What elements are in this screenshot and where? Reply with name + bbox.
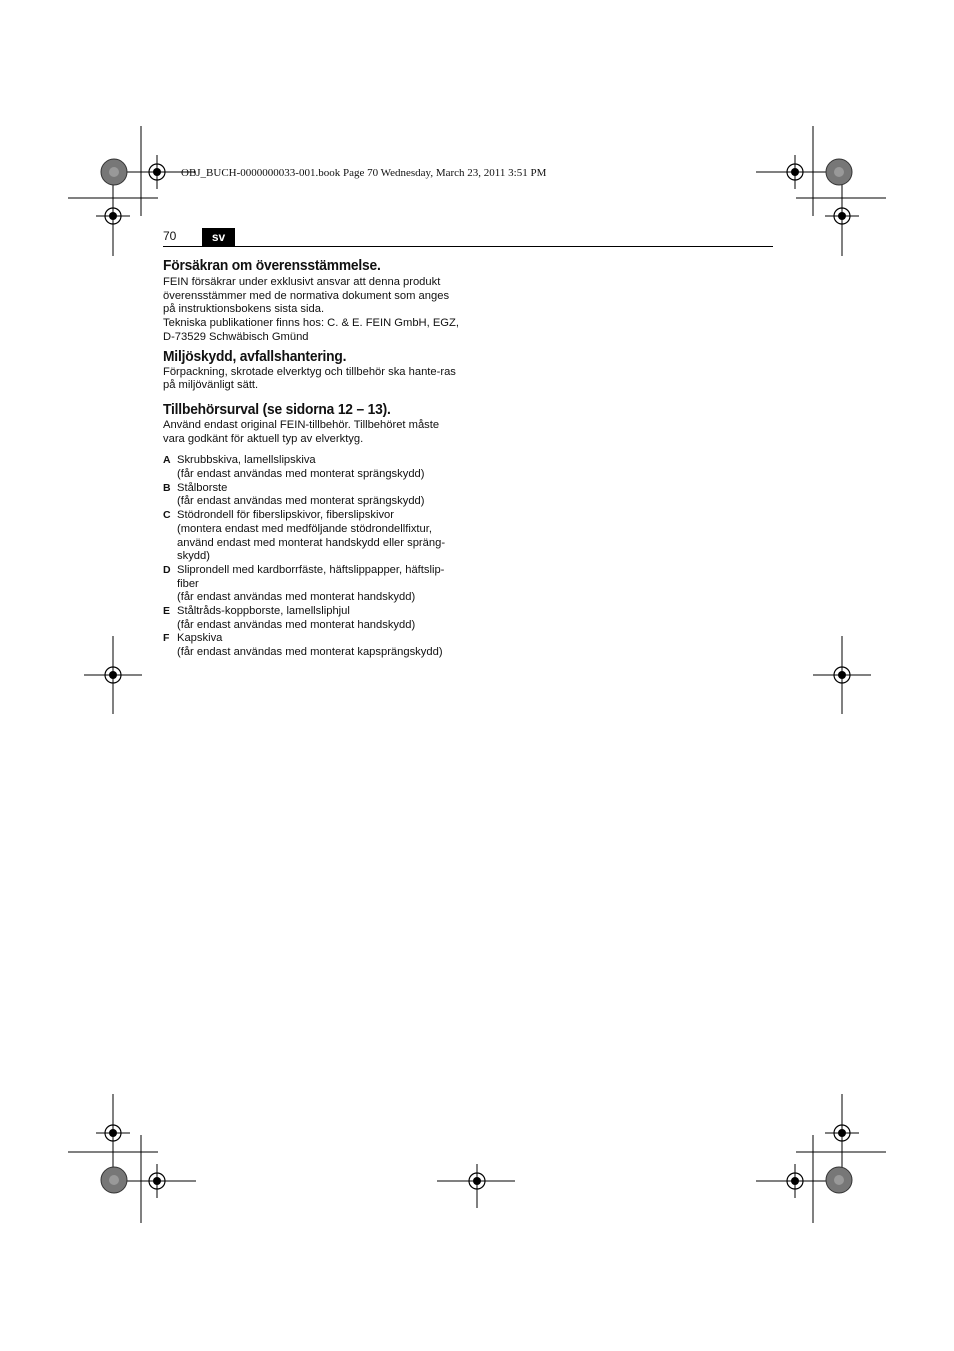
item-key: B — [163, 481, 171, 494]
item-text: Ståltråds-koppborste, lamellsliphjul — [177, 605, 350, 618]
language-badge: sv — [202, 228, 235, 246]
item-text: Stålborste — [177, 481, 228, 494]
item-key: E — [163, 605, 171, 618]
list-item — [163, 564, 463, 605]
item-note: (får endast användas med monterat handskydd) — [177, 618, 416, 631]
list-item — [163, 482, 463, 509]
list-item — [163, 605, 463, 632]
item-note: (får endast användas med monterat sprängskydd) — [177, 468, 425, 481]
item-note: (får endast användas med monterat sprängskydd) — [177, 495, 425, 508]
item-note: (får endast användas med monterat handskydd) — [177, 591, 416, 604]
item-note: (får endast användas med monterat kapsprängskydd) — [177, 646, 443, 659]
item-key: D — [163, 563, 171, 576]
section-accessories — [163, 400, 463, 660]
item-text: Kapskiva — [177, 632, 223, 645]
paragraph: FEIN försäkrar under exklusivt ansvar att denna produkt överensstämmer med de normativa dokument som anges på instruktionsbokens sista sida. — [163, 276, 450, 316]
accessory-list — [163, 454, 463, 660]
item-key: C — [163, 509, 171, 522]
content-column — [163, 256, 463, 660]
list-item — [163, 509, 463, 564]
item-text: Skrubbskiva, lamellslipskiva — [177, 454, 316, 467]
paragraph: Tekniska publikationer finns hos: C. & E. FEIN GmbH, EGZ, D-73529 Schwäbisch Gmünd — [163, 317, 459, 343]
paragraph: Förpackning, skrotade elverktyg och tillbehör ska hante-ras på miljövänligt sätt. — [163, 365, 456, 392]
item-key: F — [163, 632, 170, 645]
item-text: Sliprondell med kardborrfäste, häftslippapper, häftslip-fiber — [177, 563, 445, 590]
section-declaration — [163, 256, 463, 345]
section-title: Miljöskydd, avfallshantering. — [163, 347, 347, 365]
item-key: A — [163, 454, 171, 467]
section-title: Tillbehörsurval (se sidorna 12 – 13). — [163, 400, 391, 418]
page-number: 70 — [163, 229, 177, 243]
item-note: (montera endast med medföljande stödrondellfixtur, använd endast med monterat handskydd eller spräng-skydd) — [177, 522, 446, 563]
file-info: OBJ_BUCH-0000000033-001.book Page 70 Wednesday, March 23, 2011 3:51 PM — [181, 167, 547, 179]
list-item — [163, 454, 463, 481]
section-environment — [163, 347, 463, 393]
paragraph: Använd endast original FEIN-tillbehör. Tillbehöret måste vara godkänt för aktuell typ av elverktyg. — [163, 418, 440, 445]
item-text: Stödrondell för fiberslipskivor, fiberslipskivor — [177, 509, 394, 522]
list-item — [163, 632, 463, 659]
section-title: Försäkran om överensstämmelse. — [163, 257, 381, 274]
header-rule — [163, 246, 773, 247]
